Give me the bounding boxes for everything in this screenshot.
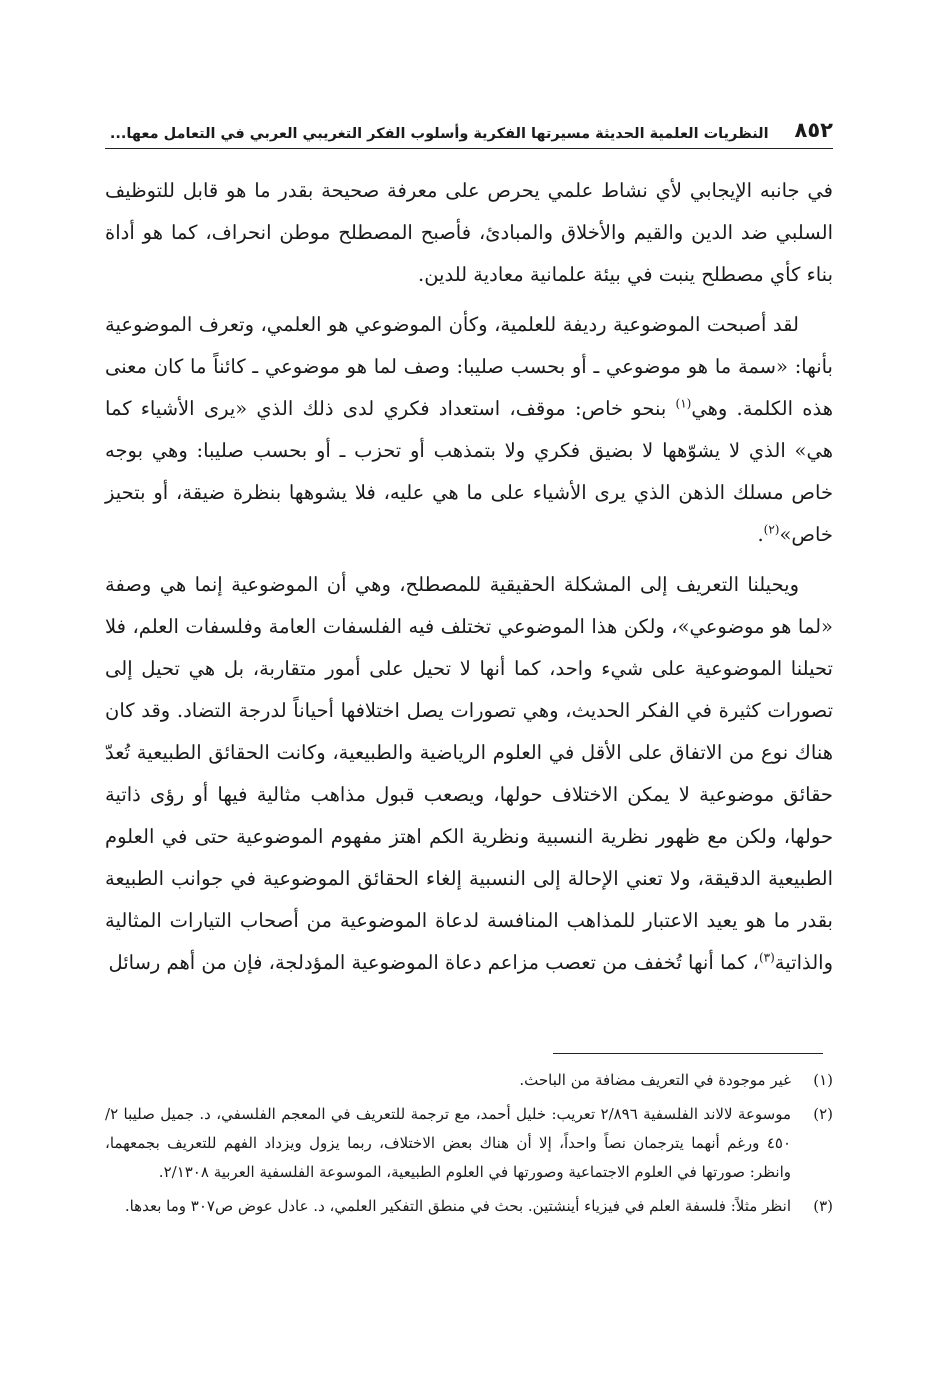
footnote-ref-3[interactable]: (٣) bbox=[758, 950, 775, 965]
footnote-rule bbox=[553, 1053, 823, 1054]
footnote-ref-1[interactable]: (١) bbox=[675, 396, 692, 411]
paragraph-2 bbox=[105, 304, 833, 556]
footnote-2 bbox=[105, 1100, 833, 1187]
footnote-1-text: غير موجودة في التعريف مضافة من الباحث. bbox=[519, 1071, 791, 1089]
footnote-3 bbox=[105, 1192, 833, 1221]
footnote-3-number: (٣) bbox=[813, 1197, 833, 1215]
footnote-2-number: (٢) bbox=[813, 1105, 833, 1123]
footnote-ref-2[interactable]: (٢) bbox=[763, 522, 780, 537]
footnotes bbox=[105, 1066, 833, 1226]
paragraph-2-text-c: . bbox=[757, 523, 764, 546]
paragraph-2-text-a: لقد أصبحت الموضوعية رديفة للعلمية، وكأن الموضوعي هو العلمي، وتعرف الموضوعية بأنها: «سمة ما هو موضوعي ـ أو بحسب صليبا: وصف لما هو موضوعي ـ كائناً ما كان معنى هذه الكلمة. وهي bbox=[105, 313, 833, 420]
footnote-1-number: (١) bbox=[813, 1071, 833, 1089]
paragraph-3-text-a: ويحيلنا التعريف إلى المشكلة الحقيقية للمصطلح، وهي أن الموضوعية إنما هي وصفة «لما هو موضوعي»، ولكن هذا الموضوعي تختلف فيه الفلسفات العامة وفلسفات العلم، فلا تحيلنا الموضوعية على شيء واحد، كما أنها لا تحيل على أمور متقاربة، بل هي تحيل إلى تصورات كثيرة في الفكر الحديث، وهي تصورات يصل اختلافها أحياناً لدرجة التضاد. وقد كان هناك نوع من الاتفاق على الأقل في العلوم الرياضية والطبيعية، وكانت الحقائق الطبيعية تُعدّ حقائق موضوعية لا يمكن الاختلاف حولها، ويصعب قبول مذاهب مثالية فيها أو رؤى ذاتية حولها، ولكن مع ظهور نظرية النسبية ونظرية الكم اهتز مفهوم الموضوعية حتى في العلوم الطبيعية الدقيقة، ولا تعني الإحالة إلى النسبية إلغاء الحقائق الموضوعية في جوانب الطبيعة بقدر ما هو يعيد الاعتبار للمذاهب المنافسة لدعاة الموضوعية من أصحاب التيارات المثالية والذاتية bbox=[105, 573, 833, 974]
paragraph-1-text: في جانبه الإيجابي لأي نشاط علمي يحرص على معرفة صحيحة بقدر ما هو قابل للتوظيف السلبي ضد الدين والقيم والأخلاق والمبادئ، فأصبح المصطلح موطن انحراف، كما هو أداة بناء كأي مصطلح ينبت في بيئة علمانية معادية للدين. bbox=[105, 179, 833, 286]
paragraph-3 bbox=[105, 564, 833, 984]
footnote-2-text: موسوعة لالاند الفلسفية ٢/٨٩٦ تعريب: خليل أحمد، مع ترجمة للتعريف في المعجم الفلسفي، د. جميل صليبا ٢/ ٤٥٠ ورغم أنهما يترجمان نصاً واحداً، إلا أن هناك بعض الاختلاف، ربما يزول ويزداد الفهم للتعريف بجمعهما، وانظر: صورتها في العلوم الاجتماعية وصورتها في العلوم الطبيعية، الموسوعة الفلسفية العربية ٢/١٣٠٨. bbox=[105, 1105, 791, 1181]
paragraph-1 bbox=[105, 170, 833, 296]
running-title: النظريات العلمية الحديثة مسيرتها الفكرية وأسلوب الفكر التغريبي العربي في التعامل معها... bbox=[109, 126, 769, 142]
footnote-3-text: انظر مثلاً: فلسفة العلم في فيزياء أينشتين. بحث في منطق التفكير العلمي، د. عادل عوض ص٣٠٧ وما بعدها. bbox=[124, 1197, 791, 1215]
paragraph-2-text-b: بنحو خاص: موقف، استعداد فكري لدى ذلك الذي «يرى الأشياء كما هي» الذي لا يشوّهها لا بضيق فكري ولا بتمذهب أو تحزب ـ أو بحسب صليبا: وهي بوجه خاص مسلك الذهن الذي يرى الأشياء على ما هي عليه، فلا يشوهها بنظرة ضيقة، أو بتحيز خاص» bbox=[105, 397, 833, 546]
page-number: ٨٥٢ bbox=[794, 118, 833, 142]
header-rule bbox=[105, 148, 833, 149]
footnote-1 bbox=[105, 1066, 833, 1095]
main-text bbox=[105, 170, 833, 992]
paragraph-3-text-b: ، كما أنها تُخفف من تعصب مزاعم دعاة الموضوعية المؤدلجة، فإن من أهم رسائل bbox=[108, 951, 759, 974]
page-header bbox=[105, 104, 833, 148]
